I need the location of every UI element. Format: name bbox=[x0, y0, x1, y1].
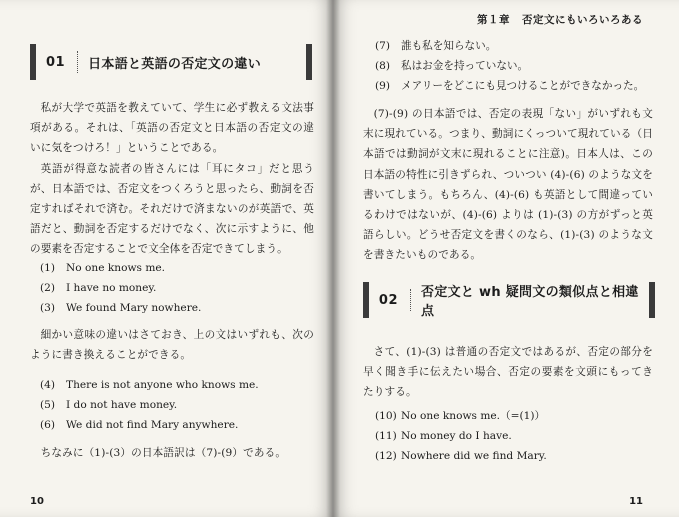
paragraph: さて、(1)-(3) は普通の否定文ではあるが、否定の部分を早く聞き手に伝えたい場合、否定の要素を文頭にもってきたりする。 bbox=[363, 346, 653, 399]
paragraph: ちなみに（1)-(3）の日本語訳は（7)-(9）である。 bbox=[40, 447, 287, 459]
example-list-7-9 bbox=[375, 36, 644, 97]
closing-text bbox=[30, 443, 314, 463]
example-item: (8) 私はお金を持っていない。 bbox=[375, 60, 529, 73]
intro-text bbox=[30, 98, 314, 260]
example-item: (5) I do not have money. bbox=[40, 399, 178, 412]
paragraph: 英語が得意な読者の皆さんには「耳にタコ」だと思うが、日本語では、否定文をつくろうと思ったら、動詞を否定すればそれで済む。それだけで済まないのが英語で、英語だと、動詞を否定するだけでなく、次に示すように、他の要素を否定することで文全体を否定できてしまう。 bbox=[30, 162, 314, 256]
section-title: 日本語と英語の否定文の違い bbox=[88, 56, 261, 72]
chapter-label: 第１章 bbox=[477, 14, 510, 26]
example-list-1-3 bbox=[40, 258, 201, 319]
section-number: 01 bbox=[46, 54, 66, 70]
example-item: (2) I have no money. bbox=[40, 282, 157, 295]
page-number-left: 10 bbox=[30, 496, 44, 507]
example-item: (6) We did not find Mary anywhere. bbox=[40, 419, 239, 432]
left-page bbox=[0, 0, 333, 517]
section-title: 否定文と wh 疑問文の類似点と相違点 bbox=[421, 285, 639, 319]
paragraph: 私が大学で英語を教えていて、学生に必ず教える文法事項がある。それは、「英語の否定文と日本語の否定文の違いに気をつけろ！」ということである。 bbox=[30, 102, 314, 155]
example-item: (4) There is not anyone who knows me. bbox=[40, 379, 259, 391]
section-heading-02 bbox=[363, 282, 655, 318]
example-item: (9) メアリーをどこにも見つけることができなかった。 bbox=[375, 80, 645, 93]
chapter-title: 否定文にもいろいろある bbox=[522, 14, 643, 26]
paragraph: 細かい意味の違いはさておき、上の文はいずれも、次のように書き換えることができる。 bbox=[30, 329, 314, 362]
example-item: (11) No money do I have. bbox=[375, 430, 512, 443]
heading-bar-right bbox=[649, 282, 655, 318]
example-list-10-12 bbox=[375, 406, 547, 467]
heading-bar-right bbox=[306, 44, 312, 80]
paragraph: (7)-(9) の日本語では、否定の表現「ない」がいずれも文末に現れている。つまり、動詞にくっついて現れている（日本語では動詞が文末に現れることに注意)。日本人は、この日本語の特性に引きずられ、ついつい (4)-(6) のような文を書いてしまう。もちろん、(4)-(6) も英語として間違っているわけではないが、(4)-(6) よりは (1)-(3) の方がずっと英語らしい。どうせ否定文を書くのなら、(1)-(3) のような文を書きたいものである。 bbox=[363, 108, 653, 262]
running-head bbox=[477, 12, 643, 27]
heading-divider bbox=[77, 51, 78, 73]
right-page bbox=[333, 0, 679, 517]
section-number: 02 bbox=[378, 292, 399, 308]
mid-text bbox=[30, 325, 314, 365]
example-item: (1) No one knows me. bbox=[40, 262, 166, 274]
example-list-4-6 bbox=[40, 375, 259, 436]
example-item: (3) We found Mary nowhere. bbox=[40, 302, 202, 315]
book-gutter bbox=[326, 0, 340, 517]
heading-divider bbox=[410, 289, 411, 311]
explanation-text bbox=[363, 104, 653, 266]
section-heading-01 bbox=[30, 44, 312, 80]
example-item: (12) Nowhere did we find Mary. bbox=[375, 450, 547, 463]
example-item: (10) No one knows me.（=(1)） bbox=[375, 410, 546, 422]
page-number-right: 11 bbox=[629, 496, 643, 507]
section-02-text bbox=[363, 342, 653, 403]
example-item: (7) 誰も私を知らない。 bbox=[375, 40, 497, 52]
